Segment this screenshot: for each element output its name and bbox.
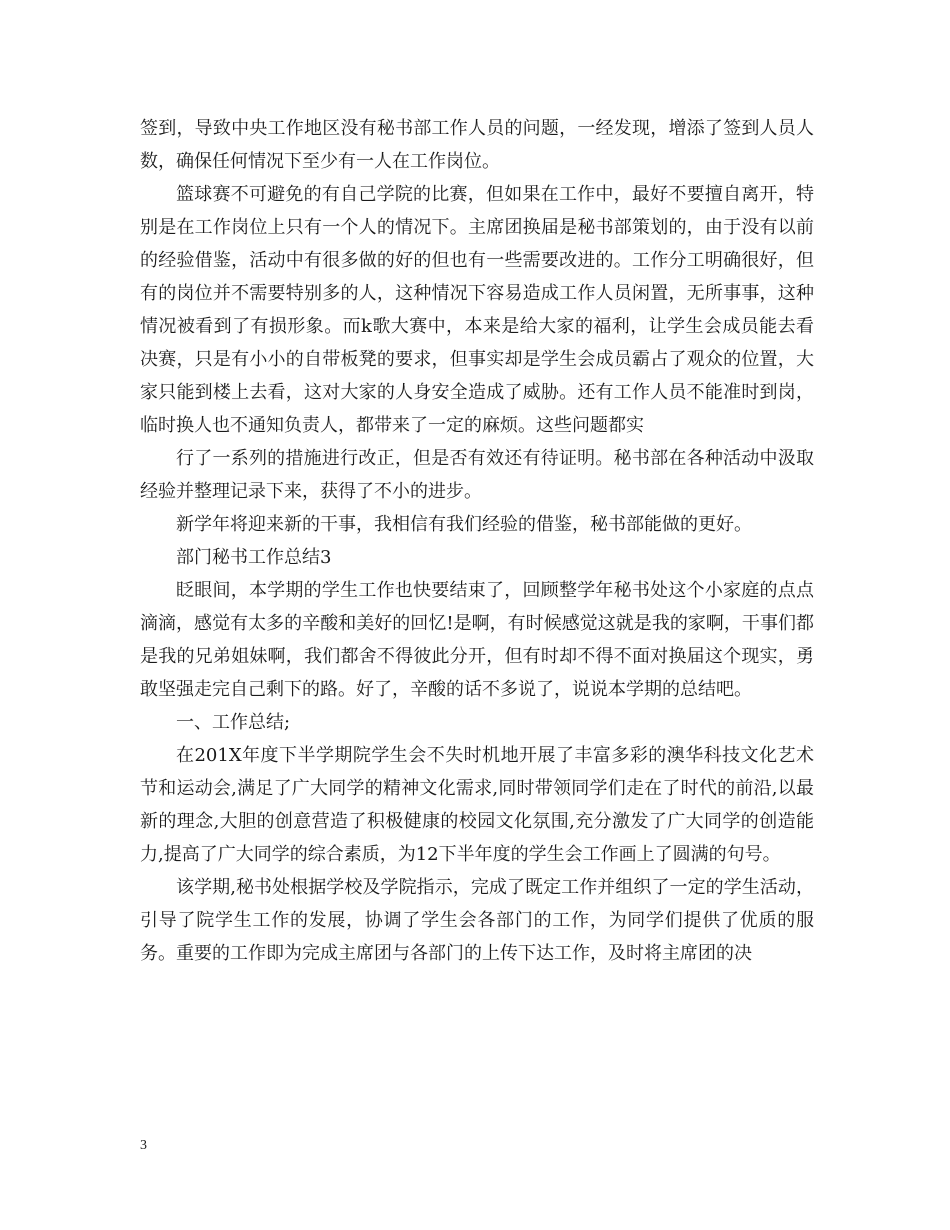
document-body xyxy=(140,112,814,970)
paragraph-6: 在201X年度下半学期院学生会不失时机地开展了丰富多彩的澳华科技文化艺术节和运动会,满足了广大同学的精神文化需求,同时带领同学们走在了时代的前沿,以最新的理念,大胆的创意营造了积极健康的校园文化氛围,充分激发了广大同学的创造能力,提高了广大同学的综合素质，为12下半年度的学生会工作画上了圆满的句号。 xyxy=(140,745,814,865)
page-number: 3 xyxy=(140,1138,147,1153)
paragraph-1: 签到，导致中央工作地区没有秘书部工作人员的问题，一经发现，增添了签到人员人数，确保任何情况下至少有一人在工作岗位。 xyxy=(140,118,814,172)
paragraph-7: 该学期,秘书处根据学校及学院指示，完成了既定工作并组织了一定的学生活动，引导了院学生工作的发展，协调了学生会各部门的工作，为同学们提供了优质的服务。重要的工作即为完成主席团与各部门的上传下达工作，及时将主席团的决 xyxy=(140,877,814,964)
paragraph-3: 行了一系列的措施进行改正，但是否有效还有待证明。秘书部在各种活动中汲取经验并整理记录下来，获得了不小的进步。 xyxy=(140,448,814,502)
section-heading: 部门秘书工作总结3 xyxy=(176,547,332,568)
subsection-heading: 一、工作总结; xyxy=(176,712,291,733)
paragraph-2: 篮球赛不可避免的有自己学院的比赛，但如果在工作中，最好不要擅自离开，特别是在工作岗位上只有一个人的情况下。主席团换届是秘书部策划的，由于没有以前的经验借鉴，活动中有很多做的好的但也有一些需要改进的。工作分工明确很好，但有的岗位并不需要特别多的人，这种情况下容易造成工作人员闲置，无所事事，这种情况被看到了有损形象。而k歌大赛中，本来是给大家的福利，让学生会成员能去看决赛，只是有小小的自带板凳的要求，但事实却是学生会成员霸占了观众的位置，大家只能到楼上去看，这对大家的人身安全造成了威胁。还有工作人员不能准时到岗，临时换人也不通知负责人，都带来了一定的麻烦。这些问题都实 xyxy=(140,184,814,436)
paragraph-5: 眨眼间，本学期的学生工作也快要结束了，回顾整学年秘书处这个小家庭的点点滴滴，感觉有太多的辛酸和美好的回忆!是啊，有时候感觉这就是我的家啊，干事们都是我的兄弟姐妹啊，我们都舍不得彼此分开，但有时却不得不面对换届这个现实，勇敢坚强走完自己剩下的路。好了，辛酸的话不多说了，说说本学期的总结吧。 xyxy=(140,580,814,700)
paragraph-4: 新学年将迎来新的干事，我相信有我们经验的借鉴，秘书部能做的更好。 xyxy=(176,514,752,535)
